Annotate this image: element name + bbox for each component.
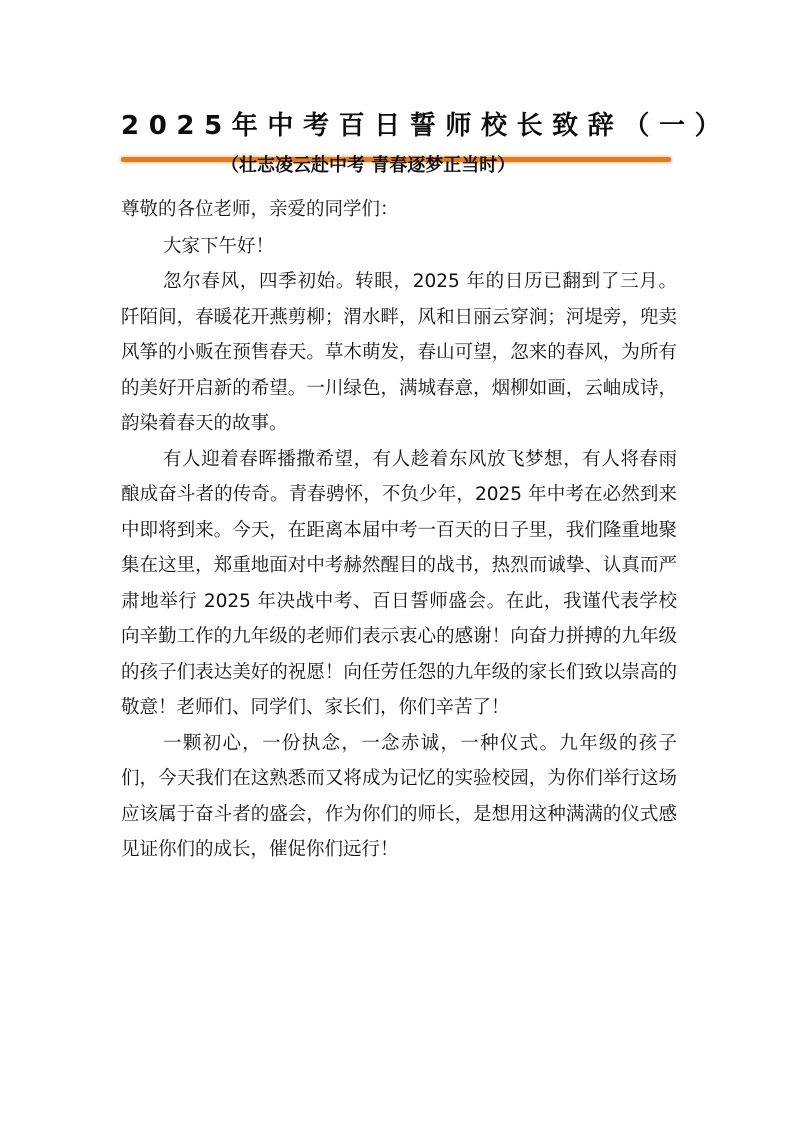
salutation: 尊敬的各位老师，亲爱的同学们：	[121, 199, 399, 220]
paragraph: 有人迎着春晖播撒希望，有人趁着东风放飞梦想，有人将春雨酿成奋斗者的传奇。青春骋怀，不负少年，2025 年中考在必然到来中即将到来。今天，在距离本届中考一百天的日子里，我们隆重地聚集在这里，郑重地面对中考赫然醒目的战书，热烈而诚挚、认真而严肃地举行 2025 年决战中考、百日誓师盛会。在此，我谨代表学校向辛勤工作的九年级的老师们表示衷心的感谢！向奋力拼搏的九年级的孩子们表达美好的祝愿！向任劳任怨的九年级的家长们致以崇高的敬意！老师们、同学们、家长们，你们辛苦了！	[121, 448, 677, 718]
document-title: 2025年中考百日誓师校长致辞（一）	[121, 111, 731, 141]
paragraph: 忽尔春风，四季初始。转眼，2025 年的日历已翻到了三月。阡陌间，春暖花开燕剪柳；渭水畔，风和日丽云穿涧；河堤旁，兜卖风筝的小贩在预售春天。草木萌发，春山可望，忽来的春风，为所有的美好开启新的希望。一川绿色，满城春意，烟柳如画，云岫成诗，韵染着春天的故事。	[121, 271, 677, 434]
greeting: 大家下午好！	[163, 235, 275, 257]
document-subtitle: （壮志凌云赴中考 青春逐梦正当时）	[221, 155, 516, 176]
document-body	[121, 192, 677, 868]
paragraph: 一颗初心，一份执念，一念赤诚，一种仪式。九年级的孩子们，今天我们在这熟悉而又将成为记忆的实验校园，为你们举行这场应该属于奋斗者的盛会，作为你们的师长，是想用这种满满的仪式感见证你们的成长，催促你们远行！	[121, 732, 677, 860]
